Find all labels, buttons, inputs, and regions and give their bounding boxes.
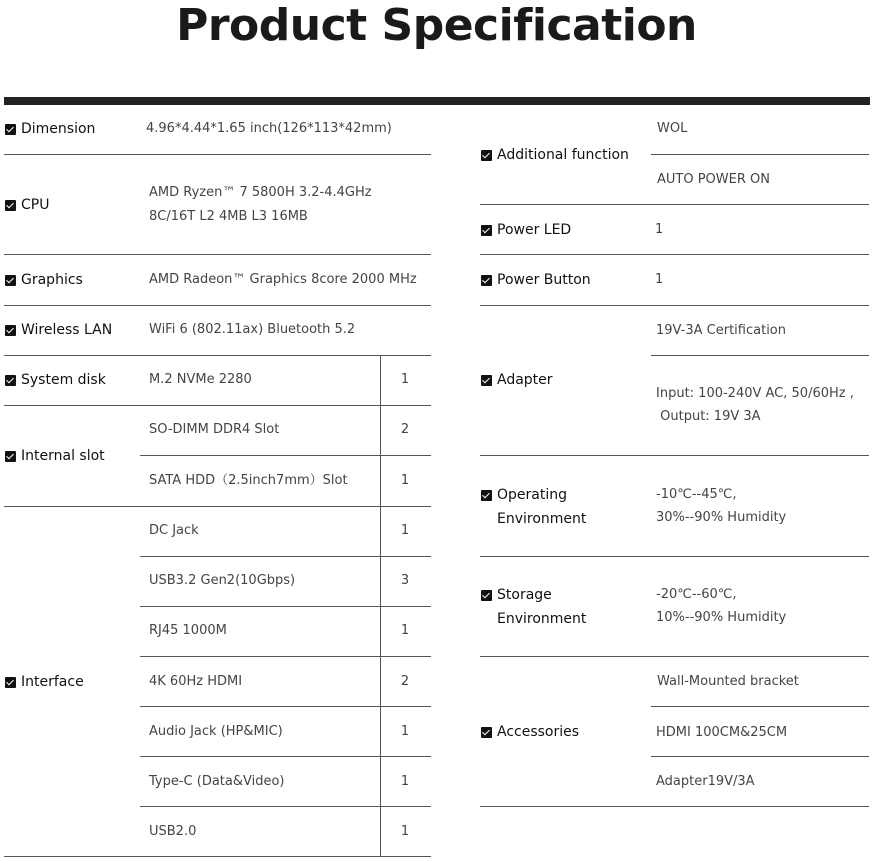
interface-port-qty: 1 <box>400 824 410 839</box>
row-divider <box>140 756 431 757</box>
row-divider <box>480 806 869 807</box>
row-divider <box>480 204 869 205</box>
wireless-lan-value: WiFi 6 (802.11ax) Bluetooth 5.2 <box>149 322 356 337</box>
dimension-label: Dimension <box>5 117 95 141</box>
accessory-item: Adapter19V/3A <box>656 774 755 789</box>
checkbox-icon <box>5 325 16 336</box>
interface-port-qty: 3 <box>400 573 410 588</box>
accessories-label: Accessories <box>481 720 579 744</box>
additional-function-label: Additional function <box>481 143 629 167</box>
interface-label: Interface <box>5 670 84 694</box>
interface-port-qty: 1 <box>400 724 410 739</box>
accessory-item: Wall-Mounted bracket <box>657 674 799 689</box>
operating-humidity: 30%--90% Humidity <box>656 510 787 525</box>
checkbox-icon <box>481 275 492 286</box>
power-button-label: Power Button <box>481 268 591 292</box>
row-divider <box>4 405 431 406</box>
checkbox-icon <box>5 124 16 135</box>
dimension-value: 4.96*4.44*1.65 inch(126*113*42mm) <box>146 121 392 136</box>
interface-port-qty: 2 <box>400 674 410 689</box>
wireless-lan-label: Wireless LAN <box>5 318 112 342</box>
row-divider <box>651 355 869 356</box>
checkbox-icon <box>481 225 492 236</box>
checkbox-icon <box>481 150 492 161</box>
row-divider <box>140 556 431 557</box>
row-divider <box>4 305 431 306</box>
page-title: Product Specification <box>176 0 697 51</box>
checkbox-icon <box>5 677 16 688</box>
row-divider <box>480 305 869 306</box>
row-divider <box>651 756 869 757</box>
row-divider <box>480 455 869 456</box>
interface-port: USB2.0 <box>149 824 197 839</box>
row-divider <box>4 856 431 857</box>
operating-temperature: -10℃--45℃, <box>656 487 737 502</box>
storage-environment-label: Storage Environment <box>481 583 586 631</box>
row-divider <box>140 455 431 456</box>
accessory-item: HDMI 100CM&25CM <box>656 725 788 740</box>
checkbox-icon <box>481 590 492 601</box>
internal-slot-value: SATA HDD（2.5inch7mm）Slot <box>149 473 348 488</box>
checkbox-icon <box>481 490 492 501</box>
interface-port: RJ45 1000M <box>149 623 227 638</box>
row-divider <box>4 506 431 507</box>
checkbox-icon <box>481 727 492 738</box>
row-divider <box>140 656 431 657</box>
internal-slot-label: Internal slot <box>5 444 105 468</box>
row-divider <box>651 706 869 707</box>
interface-port-qty: 1 <box>400 774 410 789</box>
internal-slot-qty: 2 <box>400 422 410 437</box>
additional-function-value: AUTO POWER ON <box>657 172 770 187</box>
checkbox-icon <box>481 375 492 386</box>
interface-port: DC Jack <box>149 523 199 538</box>
cpu-value-line1: AMD Ryzen™ 7 5800H 3.2-4.4GHz <box>149 185 372 200</box>
row-divider <box>4 154 431 155</box>
storage-humidity: 10%--90% Humidity <box>656 610 787 625</box>
row-divider <box>4 355 431 356</box>
interface-port: Audio Jack (HP&MIC) <box>149 724 283 739</box>
interface-port: 4K 60Hz HDMI <box>149 674 243 689</box>
checkbox-icon <box>5 200 16 211</box>
cpu-label: CPU <box>5 193 49 217</box>
interface-port-qty: 1 <box>400 623 410 638</box>
interface-port: USB3.2 Gen2(10Gbps) <box>149 573 296 588</box>
system-disk-value: M.2 NVMe 2280 <box>149 372 252 387</box>
graphics-value: AMD Radeon™ Graphics 8core 2000 MHz <box>149 272 417 287</box>
cpu-value-line2: 8C/16T L2 4MB L3 16MB <box>149 209 308 224</box>
system-disk-label: System disk <box>5 368 106 392</box>
row-divider <box>4 254 431 255</box>
operating-environment-label: Operating Environment <box>481 483 586 531</box>
power-led-value: 1 <box>655 222 664 237</box>
checkbox-icon <box>5 375 16 386</box>
interface-port: Type-C (Data&Video) <box>149 774 285 789</box>
row-divider <box>140 706 431 707</box>
storage-temperature: -20℃--60℃, <box>656 587 737 602</box>
internal-slot-value: SO-DIMM DDR4 Slot <box>149 422 280 437</box>
row-divider <box>480 556 869 557</box>
adapter-output: Output: 19V 3A <box>656 409 761 424</box>
interface-port-qty: 1 <box>400 523 410 538</box>
graphics-label: Graphics <box>5 268 83 292</box>
adapter-certification: 19V-3A Certification <box>656 323 786 338</box>
checkbox-icon <box>5 451 16 462</box>
system-disk-qty: 1 <box>400 372 410 387</box>
header-divider <box>4 97 870 105</box>
row-divider <box>480 254 869 255</box>
row-divider <box>140 606 431 607</box>
row-divider <box>480 656 869 657</box>
checkbox-icon <box>5 275 16 286</box>
power-button-value: 1 <box>655 272 664 287</box>
adapter-label: Adapter <box>481 368 553 392</box>
row-divider <box>140 806 431 807</box>
row-divider <box>651 154 869 155</box>
additional-function-value: WOL <box>657 121 688 136</box>
internal-slot-qty: 1 <box>400 473 410 488</box>
adapter-input: Input: 100-240V AC, 50/60Hz , <box>656 386 854 401</box>
power-led-label: Power LED <box>481 218 571 242</box>
